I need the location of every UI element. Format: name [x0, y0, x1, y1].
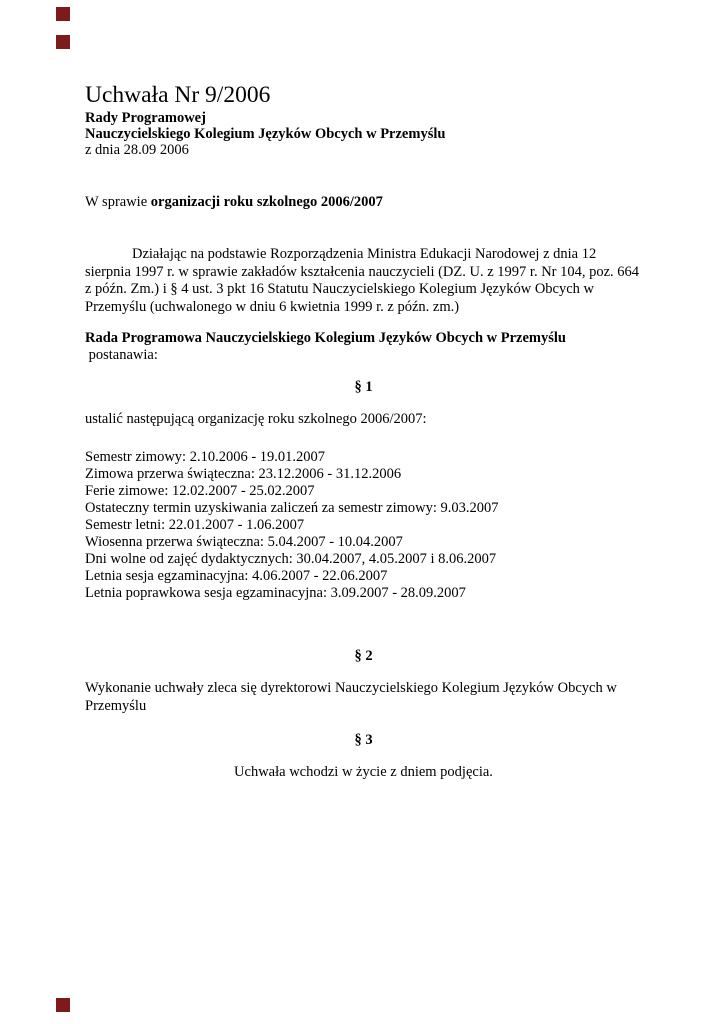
school-year-schedule — [85, 449, 642, 602]
margin-mark-top-2 — [56, 35, 70, 49]
subject-emphasis: organizacji roku szkolnego 2006/2007 — [150, 194, 383, 210]
header-date-line: z dnia 28.09 2006 — [85, 142, 189, 158]
schedule-item: Zimowa przerwa świąteczna: 23.12.2006 - 31.12.2006 — [85, 466, 402, 482]
section-2-heading: § 2 — [354, 648, 373, 664]
section-2-body: Wykonanie uchwały zleca się dyrektorowi Nauczycielskiego Kolegium Języków Obcych w Przemyślu — [85, 680, 617, 714]
postanawia-line: postanawia: — [85, 347, 158, 363]
schedule-item: Wiosenna przerwa świąteczna: 5.04.2007 - 10.04.2007 — [85, 534, 403, 550]
subject-line — [85, 194, 642, 212]
document-title: Uchwała Nr 9/2006 — [85, 82, 271, 108]
schedule-item: Letnia poprawkowa sesja egzaminacyjna: 3.09.2007 - 28.09.2007 — [85, 585, 466, 601]
resolution-statement — [85, 330, 642, 364]
section-1-intro: ustalić następującą organizację roku szkolnego 2006/2007: — [85, 411, 427, 427]
margin-mark-bottom — [56, 998, 70, 1012]
header-institution-line: Nauczycielskiego Kolegium Języków Obcych w Przemyślu — [85, 126, 446, 142]
section-1-heading: § 1 — [354, 379, 373, 395]
schedule-item: Semestr letni: 22.01.2007 - 1.06.2007 — [85, 517, 305, 533]
schedule-item: Ferie zimowe: 12.02.2007 - 25.02.2007 — [85, 483, 315, 499]
legal-basis-paragraph: Działając na podstawie Rozporządzenia Ministra Edukacji Narodowej z dnia 12 sierpnia 1997 r. w sprawie zakładów kształcenia nauczycieli (DZ. U. z 1997 r. Nr 104, poz. 664 z późn. Zm.) i § 4 ust. 3 pkt 16 Statutu Nauczycielskiego Kolegium Języków Obcych w Przemyślu (uchwalonego w dniu 6 kwietnia 1999 r. z późn. zm.) — [85, 246, 640, 315]
header-issuer-line: Rady Programowej — [85, 110, 206, 126]
schedule-item: Semestr zimowy: 2.10.2006 - 19.01.2007 — [85, 449, 326, 465]
schedule-item: Letnia sesja egzaminacyjna: 4.06.2007 - 22.06.2007 — [85, 568, 388, 584]
subject-prefix: W sprawie — [85, 194, 151, 210]
margin-mark-top-1 — [56, 7, 70, 21]
schedule-item: Dni wolne od zajęć dydaktycznych: 30.04.2007, 4.05.2007 i 8.06.2007 — [85, 551, 497, 567]
section-3-heading: § 3 — [354, 732, 373, 748]
resolving-body-line: Rada Programowa Nauczycielskiego Kolegium Języków Obcych w Przemyślu — [85, 330, 566, 346]
section-3-body: Uchwała wchodzi w życie z dniem podjęcia. — [234, 764, 493, 780]
schedule-item: Ostateczny termin uzyskiwania zaliczeń za semestr zimowy: 9.03.2007 — [85, 500, 499, 516]
document-header — [85, 110, 642, 158]
